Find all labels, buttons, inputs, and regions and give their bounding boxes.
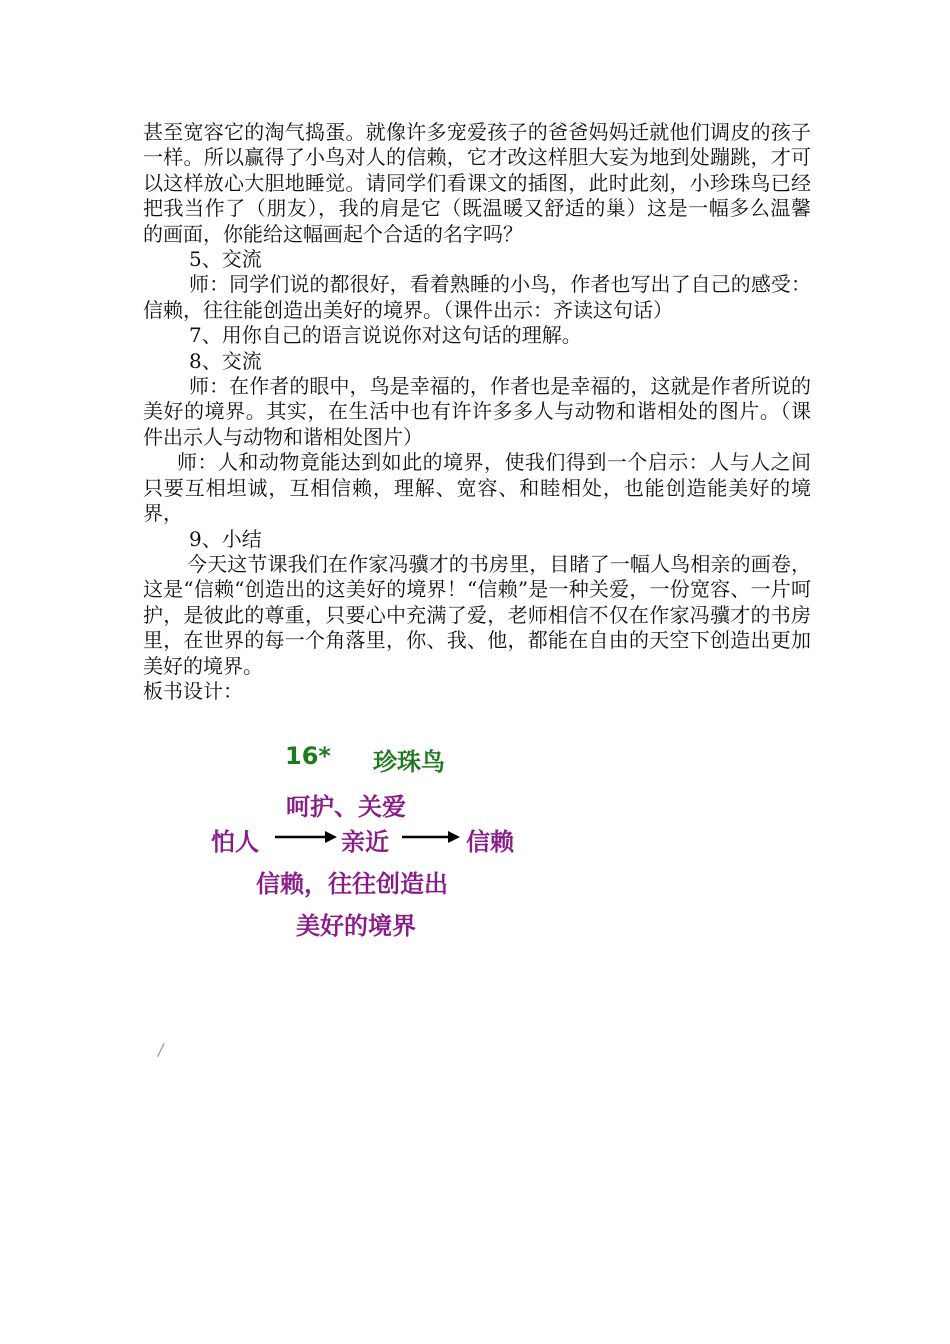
- arrow-right-icon: [400, 828, 462, 846]
- step-8-heading: 8、交流: [189, 348, 262, 373]
- board-design-heading: 板书设计：: [143, 678, 243, 703]
- paragraph-teacher-3: 师：人和动物竟能达到如此的境界，使我们得到一个启示：人与人之间只要互相坦诚，互相信赖，理解、宽容、和睦相处，也能创造能美好的境界，: [143, 450, 811, 526]
- paragraph-teacher-1: 师：同学们说的都很好，看着熟睡的小鸟，作者也写出了自己的感受：信赖，往往能创造出美好的境界。（课件出示：齐读这句话）: [143, 272, 811, 322]
- paragraph-intro: 甚至宽容它的淘气捣蛋。就像许多宠爱孩子的爸爸妈妈迁就他们调皮的孩子一样。所以赢得了小鸟对人的信赖，它才改这样胆大妄为地到处蹦跳，才可以这样放心大胆地睡觉。请同学们看课文的插图，此时此刻，小珍珠鸟已经把我当作了（朋友），我的肩是它（既温暖又舒适的巢）这是一幅多么温馨的画面，你能给这幅画起个合适的名字吗？: [143, 120, 811, 246]
- board-beauty-line: 美好的境界: [296, 912, 416, 940]
- board-trust-line: 信赖，往往创造出: [256, 870, 448, 898]
- step-7-heading: 7、用你自己的语言说说你对这句话的理解。: [189, 323, 582, 348]
- step-5-heading: 5、交流: [189, 247, 262, 272]
- board-lesson-number: 16*: [285, 742, 331, 770]
- board-lesson-title: 珍珠鸟: [373, 748, 445, 776]
- paragraph-summary: 今天这节课我们在作家冯骥才的书房里，目睹了一幅人鸟相亲的画卷，这是“信赖“创造出的这美好的境界！“信赖”是一种关爱，一份宽容、一片呵护，是彼此的尊重，只要心中充满了爱，老师相信不仅在作家冯骥才的书房里，在世界的每一个角落里，你、我、他，都能在自由的天空下创造出更加美好的境界。: [143, 551, 811, 678]
- board-care-line: 呵护、关爱: [286, 793, 406, 821]
- arrow-right-icon: [273, 828, 339, 846]
- board-step-close: 亲近: [341, 828, 389, 856]
- board-step-trust: 信赖: [466, 828, 514, 856]
- board-step-fear: 怕人: [211, 828, 259, 856]
- step-9-heading: 9、小结: [189, 526, 262, 551]
- footer-mark: /: [158, 1040, 164, 1059]
- paragraph-teacher-2: 师：在作者的眼中，鸟是幸福的，作者也是幸福的，这就是作者所说的美好的境界。其实，在生活中也有许许多多人与动物和谐相处的图片。（课件出示人与动物和谐相处图片）: [143, 374, 811, 449]
